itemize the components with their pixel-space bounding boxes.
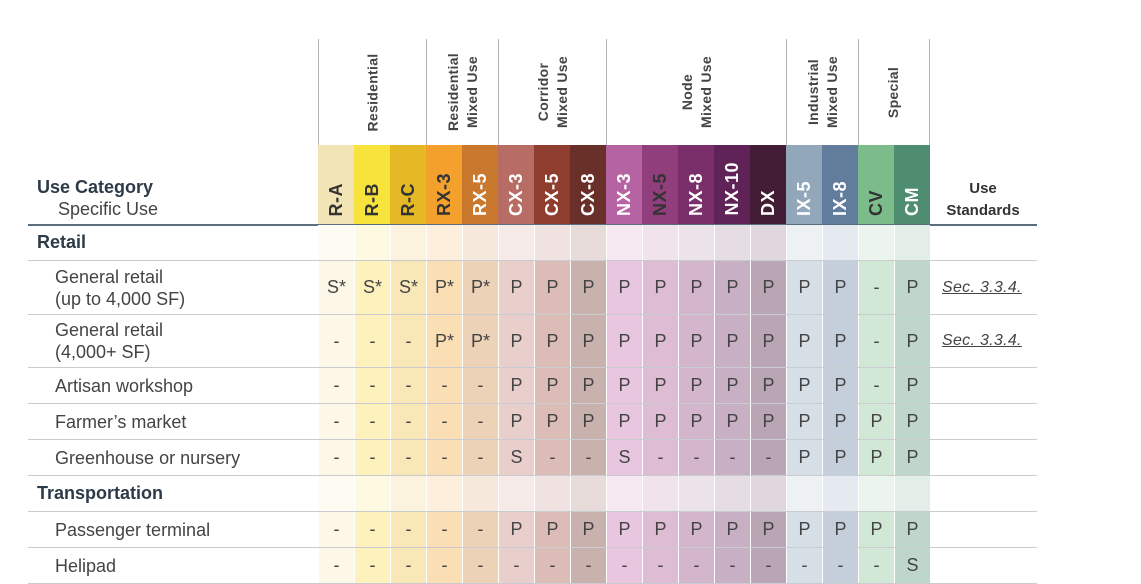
specific-use-label (55, 315, 163, 367)
permission-cell: - (606, 548, 642, 583)
permission-cell: - (426, 368, 462, 403)
specific-use-label (55, 404, 186, 439)
permission-cell: - (678, 440, 714, 475)
permission-cell: - (318, 440, 354, 475)
zone-group-label-line: Residential (364, 53, 380, 131)
permission-cell: P (786, 404, 822, 439)
permission-cell: P (750, 512, 786, 547)
permission-cell: P (534, 512, 570, 547)
table-row (28, 548, 1037, 584)
zone-header-r-c (390, 145, 426, 224)
use-standards-line-1: Use (969, 180, 997, 197)
permission-cell (318, 476, 354, 511)
permission-cell: P (750, 404, 786, 439)
zone-group-label-line: Mixed Use (697, 56, 714, 128)
permission-cell: P (858, 440, 894, 475)
permission-cell: - (714, 440, 750, 475)
permission-cell (678, 476, 714, 511)
permission-cell: P (822, 315, 858, 367)
zone-group-header (426, 39, 498, 145)
permission-cell: - (354, 315, 390, 367)
permission-cell: P (642, 512, 678, 547)
permission-cell: P (678, 404, 714, 439)
permission-cell: - (318, 404, 354, 439)
table-row (28, 512, 1037, 548)
permission-cell: P (534, 261, 570, 314)
permission-cell: - (822, 548, 858, 583)
permission-cell: S (606, 440, 642, 475)
permission-cell: - (570, 548, 606, 583)
permission-cell: - (534, 440, 570, 475)
permission-cell: P (786, 368, 822, 403)
permission-cell: - (462, 512, 498, 547)
permission-cell: S* (318, 261, 354, 314)
permission-cell (390, 225, 426, 260)
zone-header-dx (750, 145, 786, 224)
permission-cell: P (822, 512, 858, 547)
specific-use-label-line: General retail (55, 320, 164, 340)
table-row (28, 440, 1037, 476)
table-row (28, 368, 1037, 404)
zone-header-nx-10 (714, 145, 750, 224)
permission-cell: P (894, 261, 930, 314)
permission-cell (894, 476, 930, 511)
zone-header-cx-3 (498, 145, 534, 224)
zone-header-nx-3 (606, 145, 642, 224)
permission-cell (714, 225, 750, 260)
permission-cell: P (786, 512, 822, 547)
permission-cell: - (750, 548, 786, 583)
zone-group-label-line: Mixed Use (823, 56, 840, 128)
permission-cell: - (390, 548, 426, 583)
zone-code-label: RX-3 (433, 172, 454, 216)
permission-cell: P (498, 404, 534, 439)
permission-cell: P (606, 261, 642, 314)
zone-header-rx-3 (426, 145, 462, 224)
use-category-title: Use Category (37, 177, 154, 197)
permission-cell: - (498, 548, 534, 583)
permission-cell (822, 476, 858, 511)
permission-cell: P (894, 315, 930, 367)
permission-cell: P (894, 368, 930, 403)
specific-use-label (55, 440, 240, 475)
permission-cell: - (462, 548, 498, 583)
permission-cell (354, 476, 390, 511)
permission-cell: P (858, 512, 894, 547)
permission-cell: P (822, 368, 858, 403)
permission-cell: P (894, 440, 930, 475)
zone-code-label: CX-3 (505, 172, 526, 216)
permission-cell: - (390, 440, 426, 475)
table-row (28, 261, 1037, 315)
zone-code-label: CX-8 (577, 172, 598, 216)
zone-group-label (884, 66, 903, 117)
permission-cell: - (354, 548, 390, 583)
permission-cell: - (750, 440, 786, 475)
zone-code-label: R-A (325, 182, 346, 216)
permission-cell: - (462, 404, 498, 439)
permission-cell: P (570, 404, 606, 439)
zone-group-header (858, 39, 930, 145)
permission-cell: - (390, 404, 426, 439)
specific-use-title: Specific Use (58, 199, 159, 219)
permission-cell: P (714, 512, 750, 547)
zone-header-cv (858, 145, 894, 224)
category-row (28, 225, 1037, 261)
permission-cell (642, 476, 678, 511)
zone-code-label: IX-8 (829, 180, 850, 216)
permission-cell: - (570, 440, 606, 475)
zone-group-label (677, 56, 715, 128)
specific-use-label-line: Greenhouse or nursery (55, 447, 241, 468)
permission-cell: - (354, 512, 390, 547)
permission-cell: P (570, 261, 606, 314)
permission-cell (534, 476, 570, 511)
zone-header-rx-5 (462, 145, 498, 224)
zone-group-label-line: Mixed Use (463, 56, 480, 128)
permission-cell: S (498, 440, 534, 475)
table-row (28, 404, 1037, 440)
permission-cell: P (642, 261, 678, 314)
permission-cell: P (498, 261, 534, 314)
permission-cell: P (642, 404, 678, 439)
permission-cell: - (390, 512, 426, 547)
permission-cell (786, 225, 822, 260)
zone-code-label: IX-5 (793, 180, 814, 216)
permission-cell: P (678, 315, 714, 367)
permission-cell: S (894, 548, 930, 583)
permission-cell (426, 476, 462, 511)
permission-cell: P* (426, 261, 462, 314)
permission-cell: - (318, 548, 354, 583)
permission-cell: - (318, 368, 354, 403)
permission-cell: - (462, 368, 498, 403)
permission-cell (570, 476, 606, 511)
zone-header-cm (894, 145, 930, 224)
permission-cell: P (606, 404, 642, 439)
zone-group-label-line: Industrial (804, 58, 821, 126)
category-label: Transportation (37, 483, 164, 503)
zone-code-label: CX-5 (541, 172, 562, 216)
permission-cell (570, 225, 606, 260)
permission-cell: P (750, 368, 786, 403)
zone-code-label: R-C (397, 182, 418, 216)
permission-cell (750, 476, 786, 511)
specific-use-label-line: Helipad (55, 555, 117, 576)
permission-cell: P (786, 261, 822, 314)
permission-cell (390, 476, 426, 511)
permission-cell: P (606, 512, 642, 547)
permission-cell: P (570, 315, 606, 367)
permission-cell: P (498, 512, 534, 547)
permission-cell (426, 225, 462, 260)
permission-cell (498, 476, 534, 511)
category-label: Retail (37, 232, 87, 252)
zone-group-label (533, 56, 571, 128)
permission-cell (354, 225, 390, 260)
zone-code-label: R-B (361, 182, 382, 216)
permission-cell: P (894, 512, 930, 547)
permission-cell (714, 476, 750, 511)
permission-cell: - (786, 548, 822, 583)
specific-use-label-line: (up to 4,000 SF) (55, 288, 186, 309)
permission-cell: P (714, 315, 750, 367)
specific-use-label-line: Artisan workshop (55, 375, 194, 396)
permission-cell: P (894, 404, 930, 439)
permission-cell: - (426, 512, 462, 547)
permission-cell (858, 225, 894, 260)
permission-cell: P* (462, 261, 498, 314)
zone-header-r-b (354, 145, 390, 224)
permission-cell (534, 225, 570, 260)
permission-cell: - (390, 368, 426, 403)
permission-cell (750, 225, 786, 260)
permission-cell: S* (390, 261, 426, 314)
zone-code-label: NX-3 (613, 172, 634, 216)
zone-header-nx-5 (642, 145, 678, 224)
permission-cell: - (858, 315, 894, 367)
permission-cell (858, 476, 894, 511)
permission-cell: - (318, 512, 354, 547)
zone-group-header (318, 39, 426, 145)
permission-cell (462, 225, 498, 260)
permission-cell: P (606, 368, 642, 403)
permission-cell (894, 225, 930, 260)
zone-header-nx-8 (678, 145, 714, 224)
zone-header-ix-8 (822, 145, 858, 224)
permission-cell: P (786, 440, 822, 475)
permission-cell (606, 225, 642, 260)
use-standards-header (933, 178, 1033, 222)
permission-cell: P (678, 512, 714, 547)
permission-cell: - (642, 440, 678, 475)
permission-cell: P (678, 261, 714, 314)
use-category-header (37, 176, 158, 220)
zone-group-label (444, 53, 482, 131)
use-standards-link[interactable]: Sec. 3.3.4. (942, 278, 1022, 296)
permission-cell (606, 476, 642, 511)
specific-use-label-line: Passenger terminal (55, 519, 211, 540)
specific-use-label-line: Farmer’s market (55, 411, 187, 432)
permission-cell: P (534, 404, 570, 439)
permission-cell: P (570, 368, 606, 403)
zone-code-label: CV (865, 189, 886, 216)
zone-group-header (498, 39, 606, 145)
permission-cell: - (318, 315, 354, 367)
specific-use-label (55, 261, 185, 314)
permission-cell: P (822, 261, 858, 314)
permission-cell: P (534, 368, 570, 403)
zone-group-label (804, 56, 842, 128)
zone-code-label: NX-8 (685, 172, 706, 216)
zone-group-header (606, 39, 786, 145)
permission-cell: - (858, 548, 894, 583)
permission-cell (642, 225, 678, 260)
permission-cell: P* (426, 315, 462, 367)
permission-cell (462, 476, 498, 511)
specific-use-label (55, 368, 193, 403)
zone-group-label-line: Mixed Use (553, 56, 570, 128)
zone-group-label (363, 53, 382, 131)
permission-cell: P (750, 261, 786, 314)
permission-cell: - (858, 368, 894, 403)
specific-use-label-line: (4,000+ SF) (55, 342, 151, 362)
permission-cell: S* (354, 261, 390, 314)
zone-code-label: CM (901, 187, 922, 216)
permission-cell: P (498, 368, 534, 403)
permission-cell: P* (462, 315, 498, 367)
permission-cell (822, 225, 858, 260)
permission-cell: - (354, 404, 390, 439)
permission-cell: - (714, 548, 750, 583)
zone-group-label-line: Special (885, 66, 902, 118)
zone-code-label: NX-5 (649, 172, 670, 216)
permission-cell: - (678, 548, 714, 583)
permission-cell: - (390, 315, 426, 367)
zone-group-label-line: Residential (444, 53, 461, 131)
permission-cell: - (426, 404, 462, 439)
use-standards-link[interactable]: Sec. 3.3.4. (942, 332, 1022, 349)
zone-header-cx-8 (570, 145, 606, 224)
permission-cell: P (534, 315, 570, 367)
zone-header-r-a (318, 145, 354, 224)
zone-header-cx-5 (534, 145, 570, 224)
permission-cell: P (606, 315, 642, 367)
specific-use-label (55, 512, 210, 547)
permission-cell: P (858, 404, 894, 439)
zone-group-label-line: Node (678, 73, 695, 111)
zone-code-label: NX-10 (721, 162, 742, 216)
permission-cell (678, 225, 714, 260)
use-standards-line-2: Standards (946, 202, 1020, 219)
permission-cell: - (642, 548, 678, 583)
permission-cell: P (570, 512, 606, 547)
zone-code-label: DX (757, 189, 778, 216)
permission-cell: P (678, 368, 714, 403)
permission-cell (318, 225, 354, 260)
table-row (28, 315, 1037, 368)
permission-cell: - (462, 440, 498, 475)
permission-cell: P (714, 404, 750, 439)
permission-cell: - (426, 440, 462, 475)
permission-cell (786, 476, 822, 511)
permission-cell: P (714, 368, 750, 403)
permission-cell: P (822, 440, 858, 475)
permission-cell: P (822, 404, 858, 439)
permission-cell (498, 225, 534, 260)
permission-cell: - (354, 368, 390, 403)
permission-cell: - (354, 440, 390, 475)
permission-cell: P (498, 315, 534, 367)
zone-code-label: RX-5 (469, 172, 490, 216)
permission-cell: P (786, 315, 822, 367)
specific-use-label (55, 548, 116, 583)
zone-group-label-line: Corridor (534, 62, 551, 122)
permission-cell: - (426, 548, 462, 583)
zone-header-ix-5 (786, 145, 822, 224)
zone-group-header (786, 39, 858, 145)
permission-cell: P (714, 261, 750, 314)
permission-cell: P (642, 315, 678, 367)
permission-cell: P (750, 315, 786, 367)
category-row (28, 476, 1037, 512)
permission-cell: - (534, 548, 570, 583)
permission-cell: P (642, 368, 678, 403)
specific-use-label-line: General retail (55, 266, 164, 287)
permission-cell: - (858, 261, 894, 314)
